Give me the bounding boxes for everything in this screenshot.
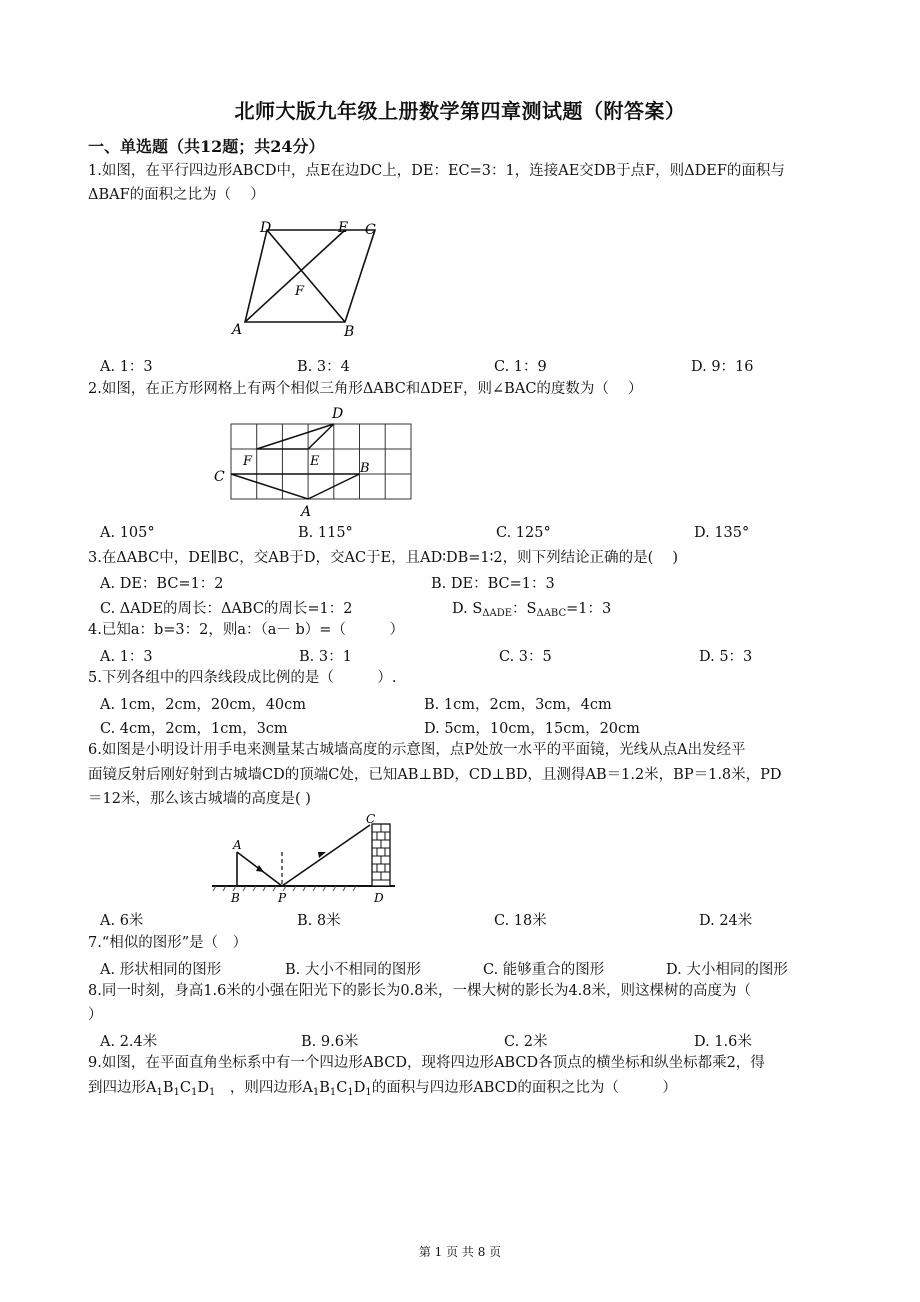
label-e: E	[338, 220, 349, 236]
label-a: A	[232, 322, 243, 338]
q6-option-b[interactable]: B. 8米	[297, 913, 341, 929]
figure-grid-triangles	[210, 403, 420, 519]
q3-option-b[interactable]: B. DE：BC=1：3	[431, 576, 555, 592]
label-b: B	[344, 324, 355, 340]
q6-option-c[interactable]: C. 18米	[494, 913, 547, 929]
label-c: C	[214, 469, 225, 485]
q7-option-b[interactable]: B. 大小不相同的图形	[285, 962, 421, 978]
question-3-line-1: 3.在ΔABC中，DE∥BC，交AB于D，交AC于E，且AD∶DB=1∶2，则下列结论正确的是( )	[88, 550, 679, 566]
arrow-incident	[256, 865, 264, 872]
question-6-line-1: 6.如图是小明设计用手电来测量某古城墙高度的示意图，点P处放一水平的平面镜，光线从点A出发经平	[88, 742, 746, 758]
q5-option-c[interactable]: C. 4cm，2cm，1cm，3cm	[100, 721, 288, 737]
label-c: C	[366, 812, 376, 826]
label-d: D	[332, 406, 344, 422]
q7-option-a[interactable]: A. 形状相同的图形	[100, 962, 222, 978]
q4-option-d[interactable]: D. 5：3	[699, 649, 753, 665]
q5-option-d[interactable]: D. 5cm，10cm，15cm，20cm	[424, 721, 640, 737]
q4-option-b[interactable]: B. 3：1	[299, 649, 352, 665]
page-title: 北师大版九年级上册数学第四章测试题（附答案）	[234, 99, 686, 123]
question-9-line-1: 9.如图，在平面直角坐标系中有一个四边形ABCD，现将四边形ABCD各顶点的横坐标和纵坐标都乘2，得	[88, 1055, 765, 1071]
square-grid	[231, 424, 411, 499]
question-1-line-2: ΔBAF的面积之比为（ ）	[88, 187, 265, 203]
label-p: P	[278, 891, 287, 904]
question-7-line-1: 7.“相似的图形”是（ ）	[88, 935, 248, 951]
question-5-line-1: 5.下列各组中的四条线段成比例的是（ ）.	[88, 670, 397, 686]
q2-option-d[interactable]: D. 135°	[694, 525, 750, 541]
label-e: E	[310, 454, 320, 469]
question-1-line-1: 1.如图，在平行四边形ABCD中，点E在边DC上，DE：EC=3：1，连接AE交DB于点F，则ΔDEF的面积与	[88, 163, 785, 179]
label-b: B	[360, 461, 370, 476]
label-f: F	[243, 454, 253, 469]
q3-option-d[interactable]: D. $S_{\Delta ADE}$：$S_{\Delta ABC}=1$：3	[452, 601, 612, 619]
q7-option-c[interactable]: C. 能够重合的图形	[483, 962, 605, 978]
q8-option-b[interactable]: B. 9.6米	[301, 1034, 359, 1050]
label-c: C	[365, 222, 376, 238]
label-d: D	[260, 220, 272, 236]
question-2-line-1: 2.如图，在正方形网格上有两个相似三角形ΔABC和ΔDEF，则∠BAC的度数为（ ）	[88, 381, 643, 397]
light-ray-reflected	[282, 825, 370, 886]
q4-option-c[interactable]: C. 3：5	[499, 649, 552, 665]
q2-option-b[interactable]: B. 115°	[298, 525, 353, 541]
q3-option-a[interactable]: A. DE：BC=1：2	[100, 576, 224, 592]
segment-ae	[245, 230, 345, 322]
question-6-line-3: ＝12米，那么该古城墙的高度是( )	[88, 791, 311, 807]
q3-option-c[interactable]: C. ΔADE的周长：ΔABC的周长=1：2	[100, 601, 353, 617]
q5-option-a[interactable]: A. 1cm，2cm，20cm，40cm	[100, 697, 307, 713]
segment-db	[267, 230, 345, 322]
triangle-abc	[231, 474, 360, 499]
question-8-line-2: ）	[88, 1007, 103, 1023]
question-9-line-2: 到四边形$A_1B_1C_1D_1$ ，则四边形$A_1B_1C_1D_1$的面积与四边形ABCD的面积之比为（ ）	[88, 1080, 677, 1098]
label-a: A	[233, 838, 242, 852]
label-a: A	[301, 504, 312, 519]
label-b: B	[231, 891, 240, 904]
q1-option-d[interactable]: D. 9：16	[691, 359, 754, 375]
q2-option-a[interactable]: A. 105°	[100, 525, 155, 541]
q5-option-b[interactable]: B. 1cm，2cm，3cm，4cm	[424, 697, 612, 713]
question-8-line-1: 8.同一时刻，身高1.6米的小强在阳光下的影长为0.8米，一棵大树的影长为4.8米，则这棵树的高度为（	[88, 983, 752, 999]
q6-option-a[interactable]: A. 6米	[100, 913, 144, 929]
q1-option-a[interactable]: A. 1：3	[100, 359, 153, 375]
figure-parallelogram	[220, 218, 390, 340]
question-6-line-2: 面镜反射后刚好射到古城墙CD的顶端C处，已知AB⊥BD，CD⊥BD，且测得AB＝1.2米，BP＝1.8米，PD	[88, 767, 782, 783]
label-d: D	[374, 891, 384, 904]
section-heading: 一、单选题（共12题；共24分）	[88, 137, 325, 156]
q8-option-d[interactable]: D. 1.6米	[694, 1034, 752, 1050]
label-f: F	[295, 284, 305, 299]
q4-option-a[interactable]: A. 1：3	[100, 649, 153, 665]
q8-option-c[interactable]: C. 2米	[504, 1034, 548, 1050]
question-4-line-1: 4.已知a：b=3：2，则a：（a－ b）=（ ）	[88, 622, 404, 638]
q6-option-d[interactable]: D. 24米	[699, 913, 753, 929]
q2-option-c[interactable]: C. 125°	[496, 525, 551, 541]
parallelogram-abcd	[245, 230, 375, 322]
q7-option-d[interactable]: D. 大小相同的图形	[666, 962, 788, 978]
triangle-def	[257, 424, 334, 449]
q8-option-a[interactable]: A. 2.4米	[100, 1034, 158, 1050]
q1-option-c[interactable]: C. 1：9	[494, 359, 547, 375]
q1-option-b[interactable]: B. 3：4	[297, 359, 350, 375]
wall-bricks	[372, 824, 390, 886]
figure-city-wall	[210, 812, 400, 904]
page-footer: 第 1 页 共 8 页	[418, 1245, 502, 1259]
